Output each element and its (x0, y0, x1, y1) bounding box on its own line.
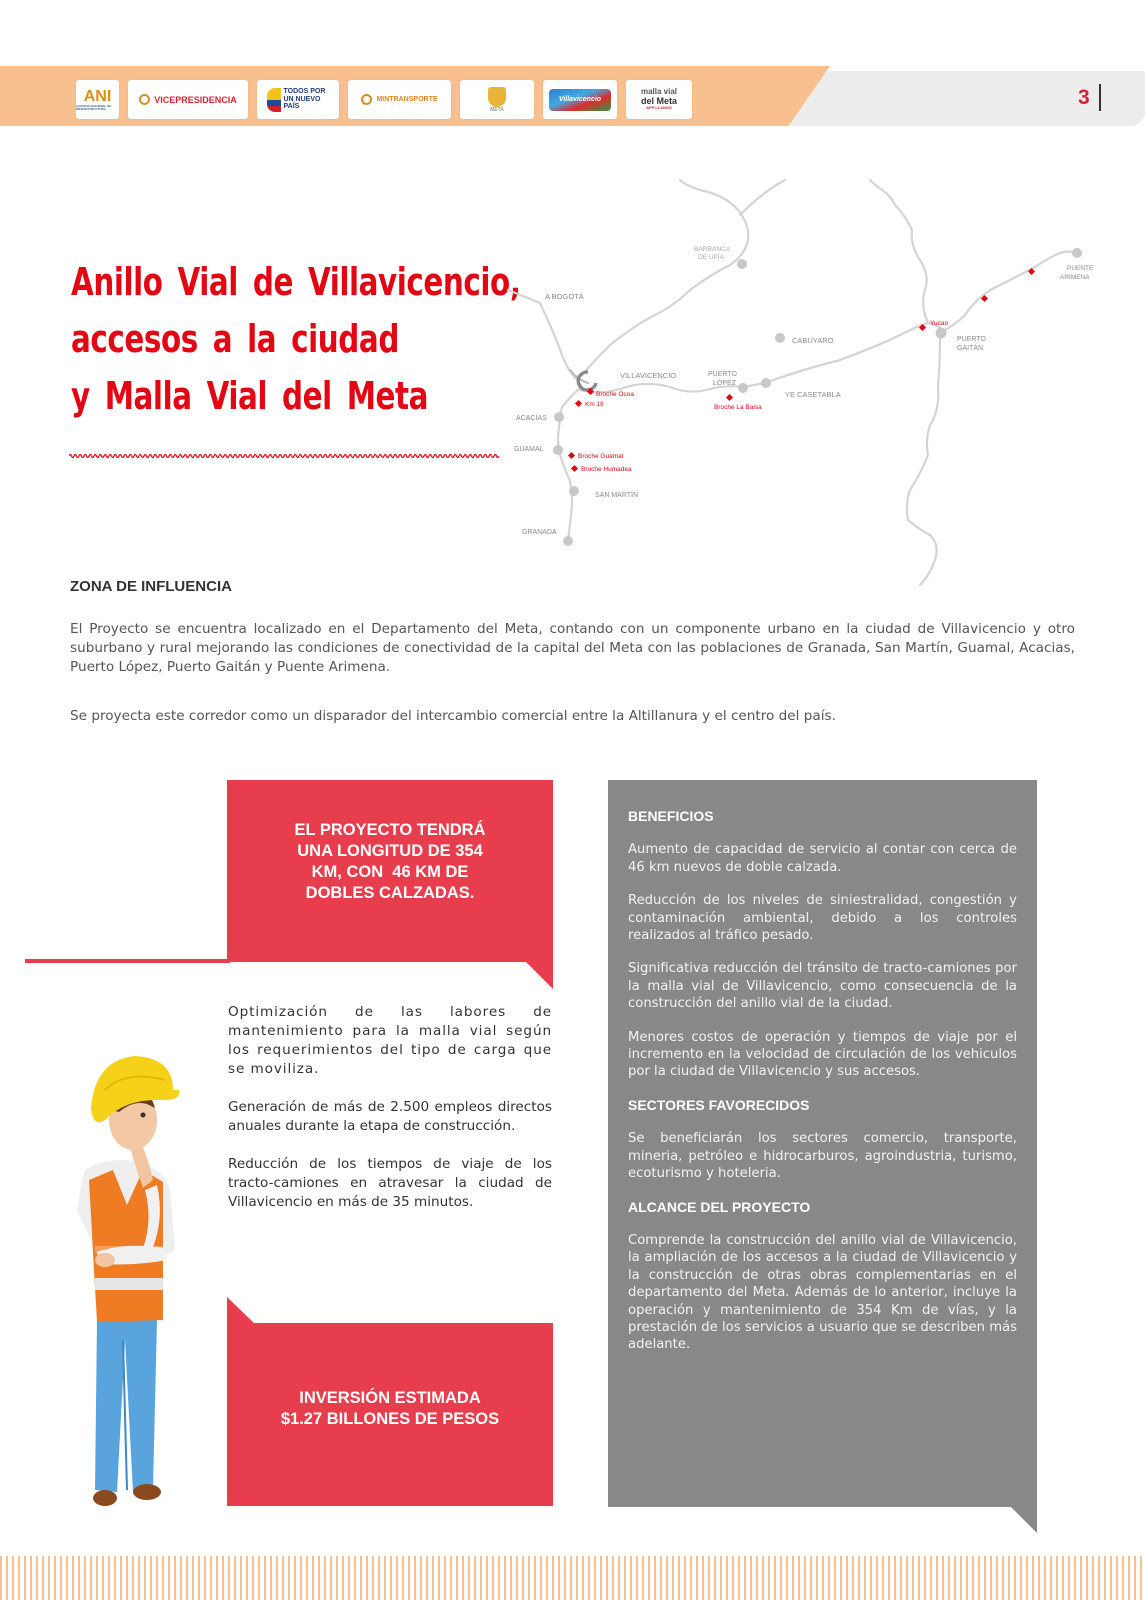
construction-worker-illustration (55, 1020, 195, 1510)
city-marker-cabuyaro (775, 333, 785, 343)
map-label-puente-arimena-2: ARIMENA (1060, 274, 1090, 281)
city-marker-ye-casetabla (761, 378, 771, 388)
ani-logo (76, 80, 119, 119)
sectores-heading: SECTORES FAVORECIDOS (628, 1096, 810, 1113)
benefits-panel-content (628, 808, 1017, 1370)
impact-item: Reducción de los tiempos de viaje de los tracto-camiones en atravesar la ciudad de Villavicencio en más de 35 minutos. (228, 1156, 552, 1210)
city-marker-granada (563, 536, 573, 546)
colombia-flag-icon (267, 88, 281, 112)
malla-logo-line1: malla vial (640, 87, 678, 97)
ani-logo-text: ANI (83, 87, 112, 105)
road-arimena (940, 252, 1077, 334)
vicepresidencia-logo-text: VICEPRESIDENCIA (154, 94, 237, 105)
meta-logo (460, 80, 534, 119)
header-grey-band (790, 71, 1145, 126)
road-gaitan-south (907, 335, 940, 585)
zona-paragraph-1: El Proyecto se encuentra localizado en el Departamento del Meta, contando con un componente urbano en la ciudad de Villavicencio y otro suburbano y rural mejorando las condiciones de conectividad de la capital del Meta con las poblaciones de Granada, San Martín, Guamal, Acacias, Puerto López, Puerto Gaitán y Puente Arimena. (70, 621, 1075, 675)
malla-vial-logo (626, 80, 692, 119)
meta-logo-text: META (490, 106, 504, 113)
footer-stripes (0, 1556, 1145, 1600)
seal-icon (139, 94, 150, 105)
title-wavy-underline (69, 452, 499, 460)
length-callout-line3: KM, CON 46 KM DE (311, 863, 469, 881)
investment-callout-text (227, 1388, 553, 1430)
city-marker-barranca (737, 259, 747, 269)
toll-marker-la-balsa (726, 394, 733, 401)
map-label-yucao: Yucao (930, 320, 949, 327)
city-marker-guamal (553, 445, 563, 455)
map-label-villavicencio: VILLAVICENCIO (620, 371, 677, 380)
map-label-barranca-1: BARRANCA (694, 246, 731, 253)
nuevo-pais-logo-text: TODOS POR UN NUEVO PAÍS (283, 87, 326, 111)
city-marker-acacias (554, 412, 564, 422)
length-callout-line1: EL PROYECTO TENDRÁ (294, 821, 486, 839)
toll-marker-broche-humadea (571, 465, 578, 472)
crest-icon (488, 87, 506, 107)
map-label-broche-humadea: Broche Humadea (581, 466, 632, 473)
map-label-guamal: GUAMAL (514, 446, 544, 453)
callout-tail (525, 961, 553, 989)
panel-tail (1010, 1506, 1037, 1533)
map-label-broche-guamal: Broche Guamal (578, 453, 624, 460)
map-label-km18: Km 18 (585, 401, 604, 408)
red-divider-line (25, 959, 230, 963)
impact-item: Generación de más de 2.500 empleos directos anuales durante la etapa de construcción. (228, 1099, 552, 1134)
map-label-puerto-lopez-2: LÓPEZ (713, 380, 736, 387)
nuevo-pais-logo (257, 80, 339, 119)
title-line-2: accesos a la ciudad (71, 317, 399, 361)
city-marker-puerto-gaitan (936, 328, 947, 339)
city-marker-san-martin (569, 486, 579, 496)
map-label-broche-la-balsa: Broche La Balsa (714, 404, 762, 411)
beneficios-heading: BENEFICIOS (628, 808, 714, 824)
investment-callout-line2: $1.27 BILLONES DE PESOS (280, 1410, 500, 1428)
map-label-puerto-lopez-1: PUERTO (708, 371, 737, 378)
seal-icon (361, 94, 372, 105)
map-label-puerto-gaitan-1: PUERTO (957, 336, 986, 343)
map-label-san-martin: SAN MARTÍN (595, 492, 639, 499)
road-barranca (582, 180, 748, 375)
title-line-1: Anillo Vial de Villavicencio, (71, 260, 521, 304)
malla-logo-line3: APP LLANOS (646, 105, 672, 111)
title-line-3: y Malla Vial del Meta (71, 374, 429, 418)
map-label-broche-ocoa: Broche Ocoa (596, 391, 634, 398)
length-callout-text (227, 820, 553, 904)
toll-marker-broche-guamal (568, 452, 575, 459)
city-marker-puente-arimena (1072, 248, 1082, 258)
road-south (558, 388, 580, 541)
investment-callout-line1: INVERSIÓN ESTIMADA (299, 1389, 481, 1407)
villavicencio-logo-text: Villavicencio (549, 89, 611, 111)
impact-item: Optimización de las labores de mantenimiento para la malla vial según los requerimientos del tipo de carga que se moviliza. (228, 1004, 552, 1077)
length-callout-line2: UNA LONGITUD DE 354 (297, 842, 483, 860)
map-label-cabuyaro: CABUYARO (792, 336, 834, 345)
ani-logo-subtext: AGENCIA NACIONAL DE INFRAESTRUCTURA (76, 103, 112, 111)
map-label-acacias: ACACÍAS (516, 415, 547, 422)
map-label-puente-arimena-1: PUENTE (1067, 265, 1094, 272)
route-map (500, 175, 1120, 595)
road-barranca-north (740, 180, 785, 215)
page-title (71, 254, 521, 425)
map-label-puerto-gaitan-2: GAITÁN (957, 345, 984, 352)
zona-paragraph-2: Se proyecta este corredor como un disparador del intercambio comercial entre la Altillanura y el centro del país. (70, 708, 836, 724)
map-label-ye-casetabla: YE CASETABLA (785, 390, 841, 399)
map-label-granada: GRANADA (522, 529, 557, 536)
villavicencio-logo (543, 80, 617, 119)
beneficio-item: Reducción de los niveles de siniestralidad, congestión y contaminación ambiental, debido a los controles realizados al tráfico pesado. (628, 893, 1017, 944)
map-label-a-bogota: A BOGOTÁ (545, 292, 584, 301)
length-callout-line4: DOBLES CALZADAS. (305, 884, 475, 902)
alcance-heading: ALCANCE DEL PROYECTO (628, 1198, 811, 1215)
sectores-text: Se beneficiarán los sectores comercio, transporte, mineria, petróleo e hidrocarburos, agroindustria, turismo, ecoturismo y hoteleria. (628, 1131, 1017, 1182)
beneficio-item: Significativa reducción del tránsito de tracto-camiones por la malla vial de Villavicencio, como consecuencia de la construcción del anillo vial de la ciudad. (628, 961, 1017, 1012)
project-impacts (228, 1003, 552, 1231)
beneficio-item: Aumento de capacidad de servicio al contar con cerca de 46 km nuevos de doble calzada. (628, 842, 1017, 875)
mintransporte-logo-text: MINTRANSPORTE (376, 96, 438, 103)
alcance-text: Comprende la construcción del anillo vial de Villavicencio, la ampliación de los accesos a la ciudad de Villavicencio y la construcción de otras obras complementarias en el departamento del Meta. Además de lo anterior, incluye la operación y mantenimiento de 354 Km de vías, y la prestación de los servicios a usuario que se describen más adelante. (628, 1232, 1017, 1353)
mintransporte-logo (348, 80, 451, 119)
page-number-divider (1099, 84, 1101, 111)
logo-strip (76, 80, 692, 119)
city-marker-puerto-lopez (738, 383, 748, 393)
zona-heading: ZONA DE INFLUENCIA (70, 578, 232, 595)
callout-tail (227, 1297, 255, 1324)
road-gaitan-north (870, 180, 928, 323)
malla-logo-line2: del Meta (640, 95, 677, 106)
beneficio-item: Menores costos de operación y tiempos de viaje por el incremento en la velocidad de circulación de los vehiculos por la ciudad de Villavicencio y sus accesos. (628, 1029, 1017, 1080)
vicepresidencia-logo (128, 80, 248, 119)
map-label-barranca-2: DE UPÍA (698, 254, 725, 261)
toll-marker-km18 (575, 400, 582, 407)
page-number: 3 (1078, 86, 1090, 109)
